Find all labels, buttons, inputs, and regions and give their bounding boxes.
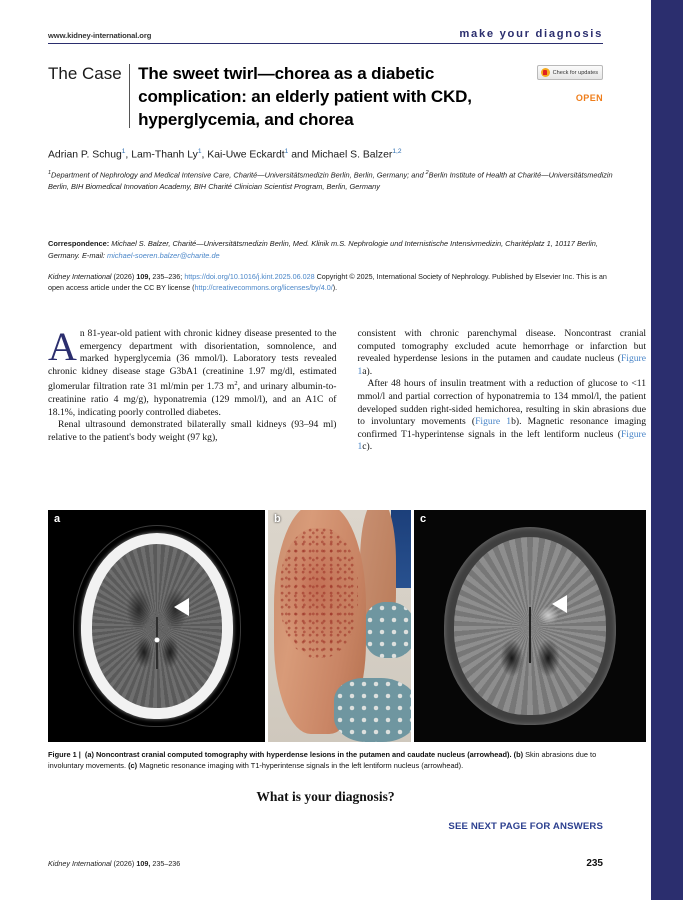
- paragraph-text-tail: , and urinary albumin-to-creatinine ratio 4 mg/g), hyponatremia (129 mmol/l), and an A1C of 18.1%, indicating poorly controlled diabetes.: [48, 381, 337, 418]
- journal-url[interactable]: www.kidney-international.org: [48, 31, 152, 40]
- affil-text-1: Department of Nephrology and Medical Intensive Care, Charité—Universitätsmedizin Berlin, Berlin, Germany; and: [51, 170, 426, 180]
- drop-cap: A: [48, 324, 77, 369]
- correspondence-body: Michael S. Balzer, Charité—Universitätsmedizin Berlin, Med. Klinik m.S. Nephrologie und Internistische Intensivmedizin, Charitéplatz 1, 10117 Berlin, Germany. E-mail:: [48, 239, 598, 260]
- sock-grip-dots: [334, 678, 411, 742]
- ct-calcification: [154, 637, 159, 642]
- citation-pages: 235–236;: [150, 272, 185, 281]
- author-name[interactable]: Adrian P. Schug: [48, 149, 122, 161]
- grip-sock-near: [334, 678, 411, 742]
- copyright-text: Copyright © 2025, International Society of Nephrology. Published by Elsevier Inc. This is an open access article under the CC BY license (: [48, 272, 607, 293]
- author-affil-marker: 1: [284, 148, 289, 155]
- caption-panel-a-text: (a) Noncontrast cranial computed tomography with hyperdense lesions in the putamen and caudate nucleus (arrowhead).: [82, 750, 512, 759]
- open-access-badge: OPEN: [575, 93, 603, 103]
- sock-grip-dots: [364, 602, 411, 658]
- body-paragraph: [48, 324, 337, 419]
- check-for-updates-label: Check for updates: [552, 69, 598, 76]
- crossmark-icon: [541, 68, 550, 77]
- figure-reference-1c[interactable]: Figure 1: [357, 428, 646, 453]
- author-affil-marker: 1: [121, 148, 126, 155]
- figure-panel-b-photo[interactable]: [268, 510, 411, 742]
- affiliations: [48, 168, 616, 193]
- see-next-page-note: SEE NEXT PAGE FOR ANSWERS: [448, 821, 603, 832]
- affil-marker-2: 2: [425, 170, 429, 176]
- license-link[interactable]: http://creativecommons.org/licenses/by/4.0/: [194, 283, 333, 293]
- arrowhead-icon: [552, 595, 567, 613]
- paragraph-text: consistent with chronic parenchymal disease. Noncontrast cranial computed tomography excluded acute hemorrhage or infarction but revealed hyperdense lesions in the putamen and caudate nucleus (: [357, 328, 646, 365]
- panel-label-b: b: [274, 513, 281, 525]
- caption-panel-c-label: (c): [126, 760, 138, 770]
- left-column: [48, 324, 337, 454]
- copyright-tail: ).: [332, 283, 338, 293]
- caption-panel-b-text: Skin abrasions due to involuntary movements.: [48, 750, 597, 770]
- correspondence-email-link[interactable]: michael-soeren.balzer@charite.de: [107, 250, 220, 260]
- correspondence: [48, 238, 616, 261]
- page-title: The sweet twirl—chorea as a diabetic complication: an elderly patient with CKD, hyperglycemia, and chorea: [138, 64, 472, 129]
- footer-pages: 235–236: [150, 859, 181, 868]
- body-columns: [48, 324, 646, 454]
- title-block: [48, 62, 603, 131]
- case-kicker: The Case: [48, 64, 122, 83]
- correspondence-label: Correspondence:: [48, 239, 110, 248]
- body-paragraph: [358, 378, 647, 454]
- citation-volume: 109,: [136, 272, 151, 281]
- citation-journal: Kidney International: [48, 272, 112, 281]
- body-paragraph: Renal ultrasound demonstrated bilaterally small kidneys (93–94 ml) relative to the patient's body weight (97 kg),: [48, 419, 337, 443]
- affil-marker-1: 1: [48, 170, 51, 176]
- figure-caption: [48, 750, 630, 771]
- author-list: Adrian P. Schug$^1$, Lam-Thanh Ly$^1$, Kai-Uwe Eckardt$^1$ and Michael S. Balzer$^{1,2}$: [48, 148, 402, 161]
- section-title: make your diagnosis: [459, 28, 603, 40]
- footer-volume: 109,: [136, 859, 151, 868]
- ct-midline: [156, 617, 158, 669]
- diagnosis-question: What is your diagnosis?: [256, 789, 395, 804]
- affil-text-2: Berlin Institute of Health at Charité—Universitätsmedizin Berlin, BIH Biomedical Innovation Academy, BIH Charité Clinician Scientist Program, Berlin, Germany: [48, 170, 613, 192]
- citation-year: (2026): [111, 272, 137, 281]
- paragraph-text: n 81-year-old patient with chronic kidney disease presented to the emergency department with disorientation, somnolence, and marked hyperglycemia (36 mmol/l). Laboratory tests revealed chronic kidney disease stage G3bA1 (creatinine 1.97 mg/dl, estimated glomerular filtration rate 31 ml/min per 1.73 m: [48, 328, 337, 393]
- figure-reference-1a[interactable]: Figure 1: [357, 353, 646, 377]
- author-affil-marker: 1,2: [392, 148, 402, 155]
- caption-figure-label: Figure 1: [48, 750, 77, 759]
- caption-panel-c-text: Magnetic resonance imaging with T1-hyperintense signals in the left lentiform nucleus (arrowhead).: [137, 760, 464, 770]
- author-name[interactable]: Michael S. Balzer: [311, 149, 393, 161]
- paragraph-text-tail: c).: [362, 441, 373, 453]
- badge-column: [518, 62, 603, 131]
- author-affil-marker: 1: [197, 148, 202, 155]
- caption-divider: |: [78, 750, 81, 759]
- author-name[interactable]: Lam-Thanh Ly: [131, 149, 198, 161]
- running-head: [48, 28, 603, 44]
- figure-reference-1b[interactable]: Figure 1: [475, 416, 512, 428]
- paragraph-text-mid: b). Magnetic resonance imaging confirmed T1-hyperintense signals in the left lentiform nucleus (: [357, 416, 646, 440]
- skin-abrasions: [280, 528, 358, 658]
- panel-label-c: c: [420, 513, 427, 525]
- footer-year: (2026): [111, 859, 137, 868]
- figure-panel-c-mri[interactable]: [414, 510, 646, 742]
- paragraph-text: After 48 hours of insulin treatment with a reduction of glucose to <11 mmol/l and partial correction of hyponatremia to 134 mmol/l, the patient developed sudden right-sided hemichorea, resulting in skin abrasions due to involuntary movements (: [357, 378, 646, 428]
- arrowhead-icon: [174, 598, 189, 616]
- citation-line: [48, 271, 616, 294]
- body-paragraph: [358, 328, 647, 378]
- grip-sock-far: [364, 602, 411, 658]
- author-separator: and: [288, 149, 312, 161]
- journal-spine-bar: [651, 0, 683, 900]
- page-footer: [48, 858, 603, 869]
- doi-link[interactable]: https://doi.org/10.1016/j.kint.2025.06.028: [184, 272, 315, 281]
- right-column: [358, 328, 647, 454]
- figure-1: [48, 510, 646, 742]
- caption-panel-b-label: (b): [511, 750, 524, 759]
- figure-panel-a-ct[interactable]: [48, 510, 265, 742]
- author-name[interactable]: Kai-Uwe Eckardt: [207, 149, 285, 161]
- panel-label-a: a: [54, 513, 61, 525]
- check-for-updates-button[interactable]: [537, 65, 603, 80]
- page-number: 235: [586, 858, 603, 869]
- superscript-unit: 2: [234, 380, 238, 388]
- mri-midline: [529, 607, 531, 663]
- paragraph-text-tail: a).: [362, 365, 373, 377]
- footer-citation: [48, 859, 180, 868]
- footer-journal: Kidney International: [48, 859, 112, 868]
